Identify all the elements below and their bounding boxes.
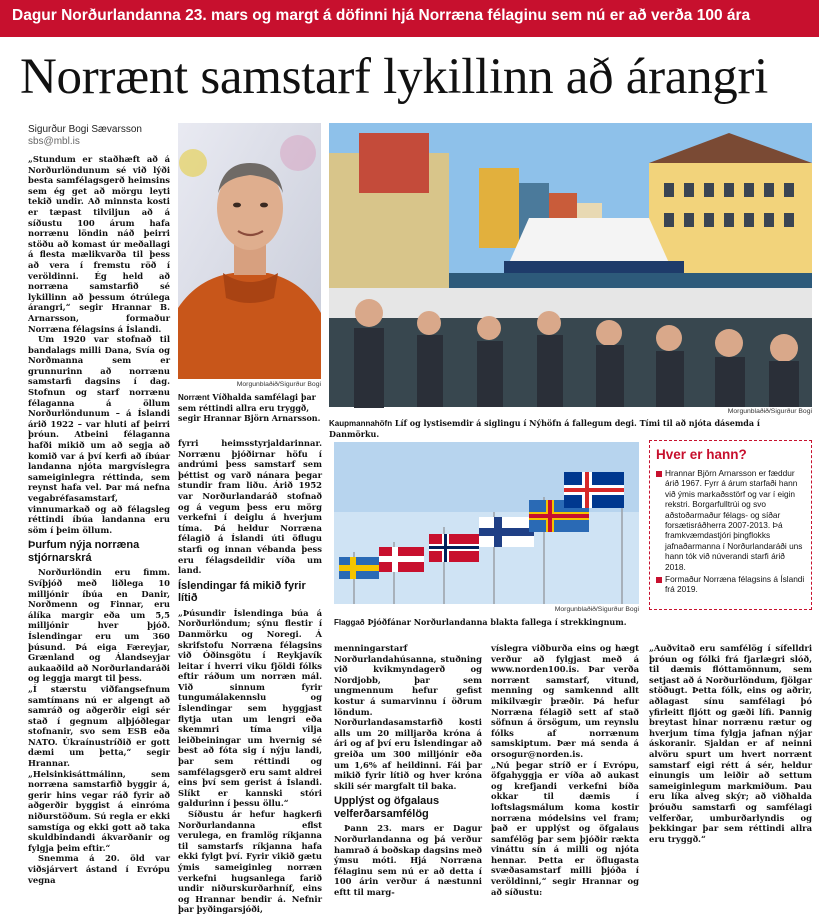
paragraph: „Í stærstu viðfangsefnum samtímans nú er algengt að samráð og aðgerðir eigi sér stað í gegnum alþjóðlegar stofnanir, svo sem ESB eða NATO. Úkraínustríðið er gott dæmi um þetta,“ segir Hrannar. „Helsinkisáttmálinn, sem norræna samstarfið byggir á, gerir hins vegar ráð fyrir að aðgerðir byggist á einróma niðurstöðum. Sú regla er ekki samstíga og ekki gott að taka skuldbindandi ákvarðanir og fylgja þeim eftir.“	[28, 683, 170, 853]
paragraph: Snemma á 20. öld var viðsjárvert ástand í Evrópu vegna	[28, 853, 170, 885]
article-column-4	[491, 643, 639, 897]
subheading: Íslendingar fá mikið fyrir lítið	[178, 579, 306, 605]
kicker-bar	[0, 0, 819, 37]
photo-credit: Morgunblaðið/Sigurður Bogi	[236, 381, 321, 388]
list-item: Formaður Norræna félagsins á Íslandi frá 2019.	[656, 574, 805, 595]
flags-photo	[334, 442, 639, 604]
paragraph: Um 1920 var stofnað til bandalags milli Dana, Svía og Norðmanna sem er grunnurinn að norrænu samstarfi dagsins í dag. Stofnun og starf norrænu félaganna á öllum Norðurlöndunum – á Íslandi árið 1922 – var hluti af þeirri þróun. Atbeini félaganna hafði mikið um að segja að komið var á því kerfi að íbúar landanna njóta margvíslegra sameiginlegra réttinda, sem reynst hafa vel. Þar má nefna vegabréfasamstarf, vinnumarkað og að félagsleg réttindi íbúa landanna eru söm í þeim öllum.	[28, 334, 170, 535]
kicker: Dagur Norðurlandanna 23. mars og margt á döfinni hjá Norræna félaginu sem nú er að verða 100 ára	[12, 7, 751, 24]
paragraph: menningarstarf Norðurlandahúsanna, stuðning við kvikmyndagerð og Nordjobb, þar sem ungmennum hefur gefist kostur á sumarvinnu í öðrum löndum. Norðurlandasamstarfið kosti alls um 20 milljarða króna á ári og af því eru Íslendingar að greiða um 300 milljónir eða um 1,6% af heildinni. Fái þar mikið fyrir lítið og hver króna skili sér margfalt til baka.	[334, 643, 482, 791]
article-column-3	[334, 643, 482, 897]
portrait-caption	[178, 392, 321, 423]
article-column-5	[649, 643, 812, 874]
info-box-title: Hver er hann?	[656, 447, 747, 462]
photo-credit: Morgunblaðið/Sigurður Bogi	[727, 408, 812, 415]
paragraph: Síðustu ár hefur hagkerfi Norðurlandanna eflst verulega, en framlög ríkjanna til samstarfs ríkjanna hafa ekki fylgt því. Fyrir vikið gætu ýmis sameiginleg norræn verkefni hugsanlega farið undir niðurskurðarhníf, eins og Hrannar bendir á. Nefnir þar þyðingarsjóði,	[178, 809, 322, 915]
author-name: Sigurður Bogi Sævarsson	[28, 124, 142, 135]
paragraph: „Þúsundir Íslendinga búa á Norðurlöndum; sýnu flestir í Danmörku og Noregi. Á skrifstofu Norræna félagsins við Óðinsgötu í Reykjavík leitar í hverri viku fjöldi fólks eftir ráðum um norræn mál. Við sinnum fyrir tungumálakennslu og Íslendingar sem hyggjast flytja utan um lengri eða skemmri tíma vilja leiðbeiningar um hvernig sé best að fóta sig í nýju landi, þar sem réttindi og samfélagsgerð eru samt aldrei eins því sem gerist á Íslandi. Slíkt er kannski stóri galdurinn í þessu öllu.“	[178, 607, 322, 809]
info-box	[649, 440, 812, 610]
paragraph: „Stundum er staðhæft að á Norðurlöndunum sé við lýði besta samfélagsgerð heimsins sem ég get að mörgu leyti tekið undir. Að minnsta kosti er tæpast tilviljun að á síðustu 100 árum hafa norrænu löndin náð þeirri stöðu að komast úr meðallagi á flesta mælikvarða til þess að vera í fremstu röð í veröldinni. Ég held að norræna samstarfið sé lykillinn að þessum ótrúlega árangri,“ segir Hrannar B. Arnarsson, formaður Norræna félagsins á Íslandi.	[28, 154, 170, 334]
caption-text: Víðhalda samfélagi þar sem réttindi allra eru tryggð, segir Hrannar Björn Arnarsson.	[178, 392, 321, 423]
nyhavn-photo	[329, 123, 812, 407]
flags-caption	[334, 617, 639, 628]
nyhavn-caption	[329, 418, 812, 439]
paragraph: víslegra viðburða eins og hægt verður að fylgjast með á www.norden100.is. Þar verða norrænt samstarf, vitund, menning og samkennd allt mikilvægir þræðir. Þá hefur Norræna félagið sett af stað söfnun á örsögum, um reynslu fólks af norrænum samskiptum. Þær má senda á orsogur@norden.is.	[491, 643, 639, 759]
byline	[28, 124, 142, 148]
photo-credit: Morgunblaðið/Sigurður Bogi	[554, 606, 639, 613]
caption-label: Kaupmannahöfn	[329, 419, 393, 428]
paragraph: Þann 23. mars er Dagur Norðurlandanna og þá verður hamrað á boðskap dagsins með ýmsu móti. Hjá Norræna félaginu sem nú er að detta í 100 árin verður á næstunni eftt til marg-	[334, 823, 482, 897]
caption-label: Norrænt	[178, 393, 210, 402]
caption-text: Þjóðfánar Norðurlandanna blakta fallega í strekkingnum.	[364, 617, 627, 627]
paragraph: Norðurlöndin eru fimm. Svíþjóð með liðlega 10 milljónir íbúa en Danir, Norðmenn og Finnar, eru álíka margir eða um 5,5 milljónir hver þjóð. Íslendingar eru um 360 þúsund. Þá eiga Færeyjar, Grænland og Álandseyjar aukaaðild að Norðurlandaráði og leggja margt til þess.	[28, 567, 170, 684]
article-column-2	[178, 438, 322, 915]
caption-text: Líf og lystisemdir á siglingu í Nýhöfn á fallegum degi. Tími til að njóta dásemda í Danmörku.	[329, 418, 760, 439]
paragraph: fyrri heimsstyrjaldarinnar. Norrænu þjóðirnar höfu í andrúmi þess samstarf sem þéttist og varð nánara þegar stundir fram liðu. Árið 1952 var Norðurlandaráð stofnað og á vegum þess eru mörg verkefni í deiglu á hverjum tíma. Þá heldur Norræna félagið á Íslandi úti öflugu starfi og innan vébanda þess eru félagsdeildir víða um land.	[178, 438, 322, 576]
paragraph: „Nú þegar stríð er í Evrópu, öfgahyggja er víða að aukast og krefjandi verkefni bíða okkar til dæmis í loftslagsmálum koma kostir norræna módelsins vel fram; það er upplýst og öfgalaus samfélög þar sem þjóðir rækta vináttu sín á milli og njóta hennar. Þetta er öflugasta svæðasamstarf milli þjóða í veröldinni,“ segir Hrannar og að síðustu:	[491, 759, 639, 897]
author-email[interactable]: sbs@mbl.is	[28, 136, 80, 147]
article-column-1	[28, 154, 170, 885]
subheading: Þurfum nýja norræna stjórnarskrá	[28, 539, 140, 564]
paragraph: „Auðvitað eru samfélög í sífelldri þróun og fólki frá fjarlægri slóð, til dæmis flóttamönnum, sem setjast að á Norðurlöndum, fjölgar stöðugt. Þetta fólk, eins og aðrir, aðlagast sínu samfélagi þó yfirleitt fljótt og gæði lífi. Þannig breytast hinar norrænu rætur og hverjum tíma fylgja jafnan nýjar áskoranir. Sjaldan er af neinni alvöru spurt um hvert norrænt samstarf eigi rétt á sér, heldur einungis um leiðir að settum sameiginlegum markmiðum. Þau eru líka alveg skýr; að viðhalda þróuðu samstarfi og samfélagi velferðar, umburðarlyndis og þekkingar þar sem réttindi allra eru tryggð.“	[649, 643, 812, 844]
subheading: Upplýst og öfgalaus velferðarsamfélög	[334, 795, 440, 820]
portrait-photo	[178, 123, 321, 379]
headline: Norrænt samstarf lykillinn að árangri	[20, 49, 769, 105]
list-item: Hrannar Björn Arnarsson er fæddur árið 1967. Fyrr á árum starfaði hann við ýmis markaðsstörf og var í eigin rekstri. Borgarfulltrúi og svo aðstoðarmaður félags- og síðar forsætisráðherra 2007-2013. Þá framkvæmdastjóri þingflokks jafnaðarmanna í Norðurlandaráði uns hann tók við núverandi starfi árið 2018.	[656, 468, 805, 572]
caption-label: Flaggað	[334, 618, 365, 627]
